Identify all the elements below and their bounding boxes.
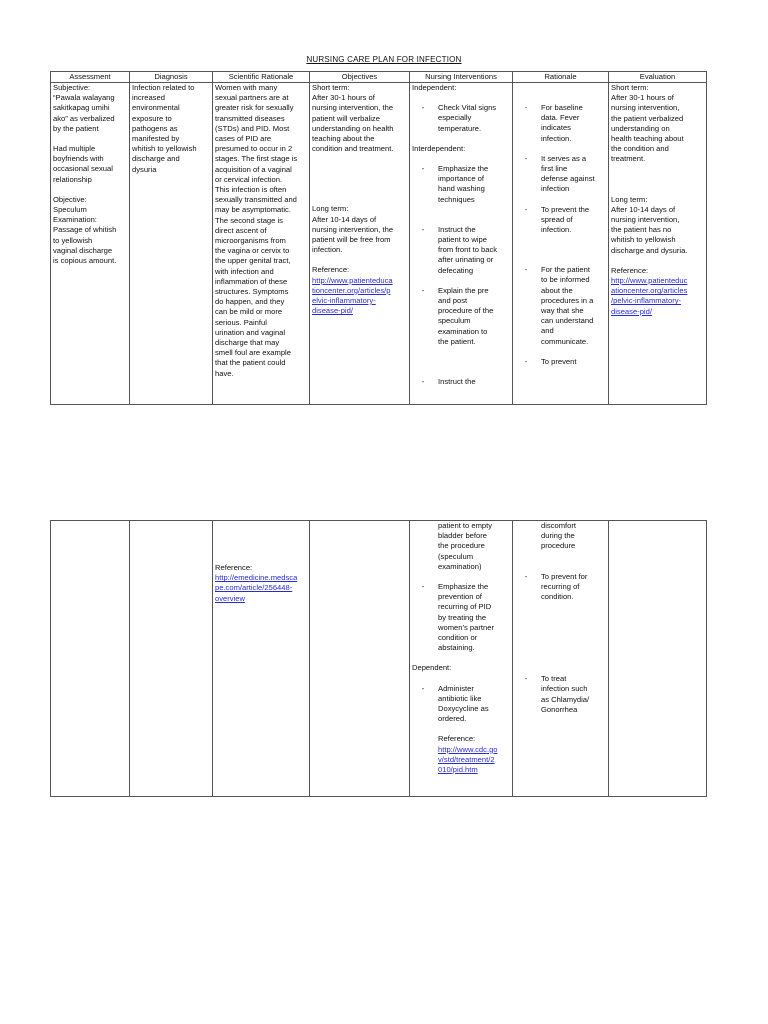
objectives-cell — [310, 83, 410, 405]
scientific-rationale-cell — [213, 83, 310, 405]
objective-label: Objective: — [53, 194, 87, 204]
list-item: - To prevent the spread of infection. — [524, 204, 590, 235]
patient-quote: “Pawala walayang sakitkapag umihi ako” as verbalized by the patient — [53, 93, 115, 133]
reference-label: Reference: — [215, 563, 253, 572]
reference-link[interactable]: http://emedicine.medsca pe.com/article/256448- overview — [215, 573, 298, 603]
scientific-rationale-cell — [213, 521, 310, 797]
care-plan-table-page-1 — [50, 71, 707, 405]
assessment-cell — [51, 521, 130, 797]
list-item: - Instruct the patient to wipe from front to back after urinating or defecating — [421, 224, 498, 275]
header-nursing-interventions: Nursing Interventions — [410, 72, 513, 83]
list-item: - Explain the pre and post procedure of the speculum examination to the patient. — [421, 285, 494, 346]
list-item: - It serves as a first line defense against infection — [524, 153, 595, 194]
list-item: - Emphasize the importance of hand washing techniques — [421, 164, 489, 204]
diagnosis-text: Infection related to increased environmental exposure to pathogens as manifested by whitish to yellowish discharge and dysuria — [132, 83, 197, 174]
rationale-cell — [513, 521, 609, 797]
subjective-label: Subjective: — [53, 83, 91, 92]
assessment-cell — [51, 83, 130, 405]
nursing-interventions-cell — [410, 521, 513, 797]
list-item: - Administer antibiotic like Doxycycline as ordered. — [421, 683, 489, 724]
evaluation-cell — [609, 521, 707, 797]
header-diagnosis: Diagnosis — [130, 72, 213, 83]
list-item: - To prevent for recurring of condition. — [524, 571, 588, 602]
reference-link[interactable]: http://www.patienteduca tioncenter.org/articles/p elvic-inflammatory- disease-pid/ — [312, 275, 393, 316]
short-term-objective: After 30-1 hours of nursing intervention, the patient will verbalize understanding on health teaching about the condition and treatment. — [312, 93, 394, 154]
list-item: - Emphasize the prevention of recurring of PID by treating the women’s partner condition or abstaining. — [421, 582, 494, 653]
reference-label: Reference: — [438, 734, 476, 744]
header-rationale: Rationale — [513, 72, 609, 83]
objective-findings: Speculum Examination: Passage of whitish to yellowish vaginal discharge is copious amount. — [53, 205, 117, 266]
header-row — [51, 72, 707, 83]
short-term-evaluation: After 30-1 hours of nursing intervention, the patient verbalized understanding on health teaching about the condition and treatment. — [611, 93, 684, 164]
list-item: - To prevent — [524, 356, 577, 366]
reference-link[interactable]: http://www.cdc.go v/std/treatment/2 010/pid.htm — [438, 744, 498, 775]
reference-label: Reference: — [611, 265, 649, 275]
header-objectives: Objectives — [310, 72, 410, 83]
long-term-evaluation: After 10-14 days of nursing intervention, the patient has no whitish to yellowish discharge and dysuria. — [611, 204, 688, 255]
long-term-label: Long term: — [312, 204, 349, 214]
independent-label: Independent: — [412, 83, 457, 92]
short-term-label: Short term: — [611, 83, 649, 92]
long-term-label: Long term: — [611, 194, 648, 204]
intervention-continued: patient to empty bladder before the procedure (speculum examination) — [438, 521, 493, 571]
list-item: - Check Vital signs especially temperature. — [421, 103, 497, 133]
interdependent-label: Interdependent: — [412, 143, 466, 153]
objectives-cell — [310, 521, 410, 797]
table-row — [51, 521, 707, 797]
care-plan-table-page-2 — [50, 520, 707, 797]
scientific-rationale-text: Women with many sexual partners are at greater risk for sexually transmitted diseases (STDs) and PID. Most cases of PID are presumed to occur in 2 stages. The first stage is acquisition of a vaginal or cervical infection. This infection is often sexually transmitted and may be asymptomatic. The second stage is direct ascent of microorganisms from the vagina or cervix to the upper genital tract, with infection and inflammation of these structures. Symptoms do happen, and they can be mild or more serious. Painful urination and vaginal discharge that may smell foul are example that the patient could have. — [215, 83, 298, 378]
diagnosis-cell — [130, 83, 213, 405]
header-scientific-rationale: Scientific Rationale — [213, 72, 310, 83]
patient-history: Had multiple boyfriends with occasional sexual relationship — [53, 144, 113, 184]
reference-link[interactable]: http://www.patienteduc ationcenter.org/articles /pelvic-inflammatory- disease-pid/ — [611, 276, 688, 316]
evaluation-cell — [609, 83, 707, 405]
long-term-objective: After 10-14 days of nursing intervention, the patient will be free from infection. — [312, 214, 394, 255]
list-item: - To treat infection such as Chlamydia/ Gonorrhea — [524, 674, 590, 714]
rationale-cell — [513, 83, 609, 405]
list-item: - For baseline data. Fever indicates infection. — [524, 103, 583, 143]
list-item: - Instruct the — [421, 377, 476, 387]
rationale-continued: discomfort during the procedure — [541, 521, 577, 551]
list-item: - For the patient to be informed about the procedures in a way that she can understand and communicate. — [524, 265, 594, 346]
nursing-interventions-cell — [410, 83, 513, 405]
table-row — [51, 83, 707, 405]
page-title: NURSING CARE PLAN FOR INFECTION — [306, 55, 462, 64]
header-evaluation: Evaluation — [609, 72, 707, 83]
header-assessment: Assessment — [51, 72, 130, 83]
dependent-label: Dependent: — [412, 663, 452, 673]
diagnosis-cell — [130, 521, 213, 797]
short-term-label: Short term: — [312, 83, 350, 92]
reference-label: Reference: — [312, 265, 350, 275]
